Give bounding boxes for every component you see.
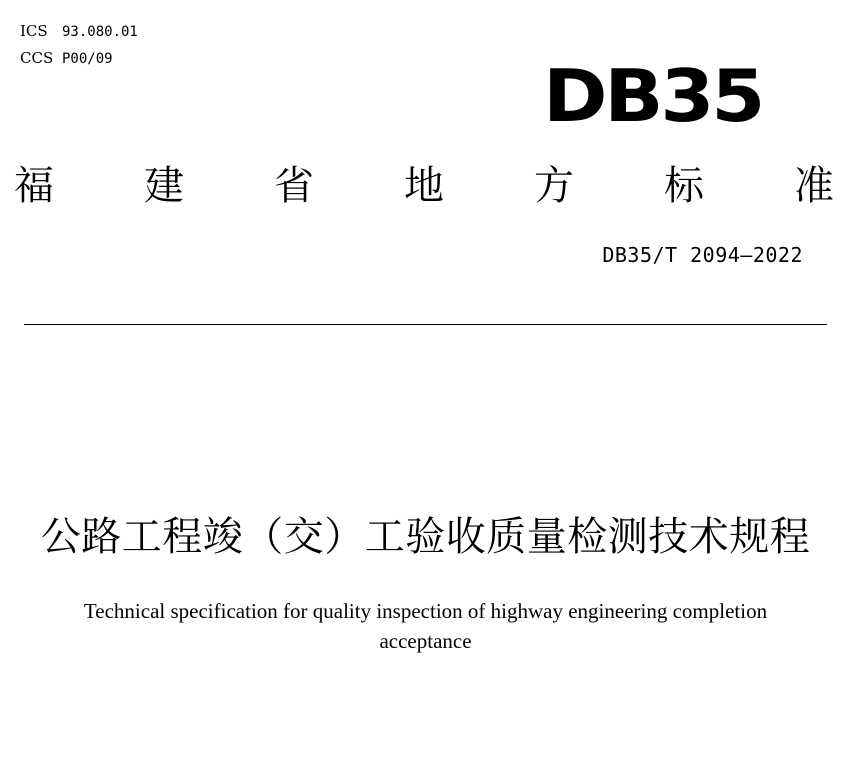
standard-type-char: 方 xyxy=(534,163,574,209)
standard-type-char: 福 xyxy=(14,163,54,209)
standard-type-char: 省 xyxy=(274,163,314,209)
standard-number: DB35/T 2094—2022 xyxy=(602,243,803,267)
standard-type-char: 地 xyxy=(404,163,444,209)
document-title-english: Technical specification for quality inspection of highway engineering completion acceptance xyxy=(83,599,768,653)
ccs-value: P00/09 xyxy=(62,51,113,67)
document-title-chinese: 公路工程竣（交）工验收质量检测技术规程 xyxy=(40,514,811,560)
ics-label: ICS xyxy=(20,22,48,40)
ics-row xyxy=(20,18,138,45)
standard-type-char: 准 xyxy=(794,163,834,209)
db35-logo: DB35 xyxy=(543,54,763,138)
ccs-label: CCS xyxy=(20,49,54,67)
divider-line xyxy=(24,324,827,325)
classification-codes xyxy=(20,18,138,72)
ics-value: 93.080.01 xyxy=(62,24,138,40)
standard-type-char: 建 xyxy=(144,163,184,209)
standard-type-heading xyxy=(14,162,834,210)
standard-type-char: 标 xyxy=(664,163,704,209)
ccs-row xyxy=(20,45,138,72)
